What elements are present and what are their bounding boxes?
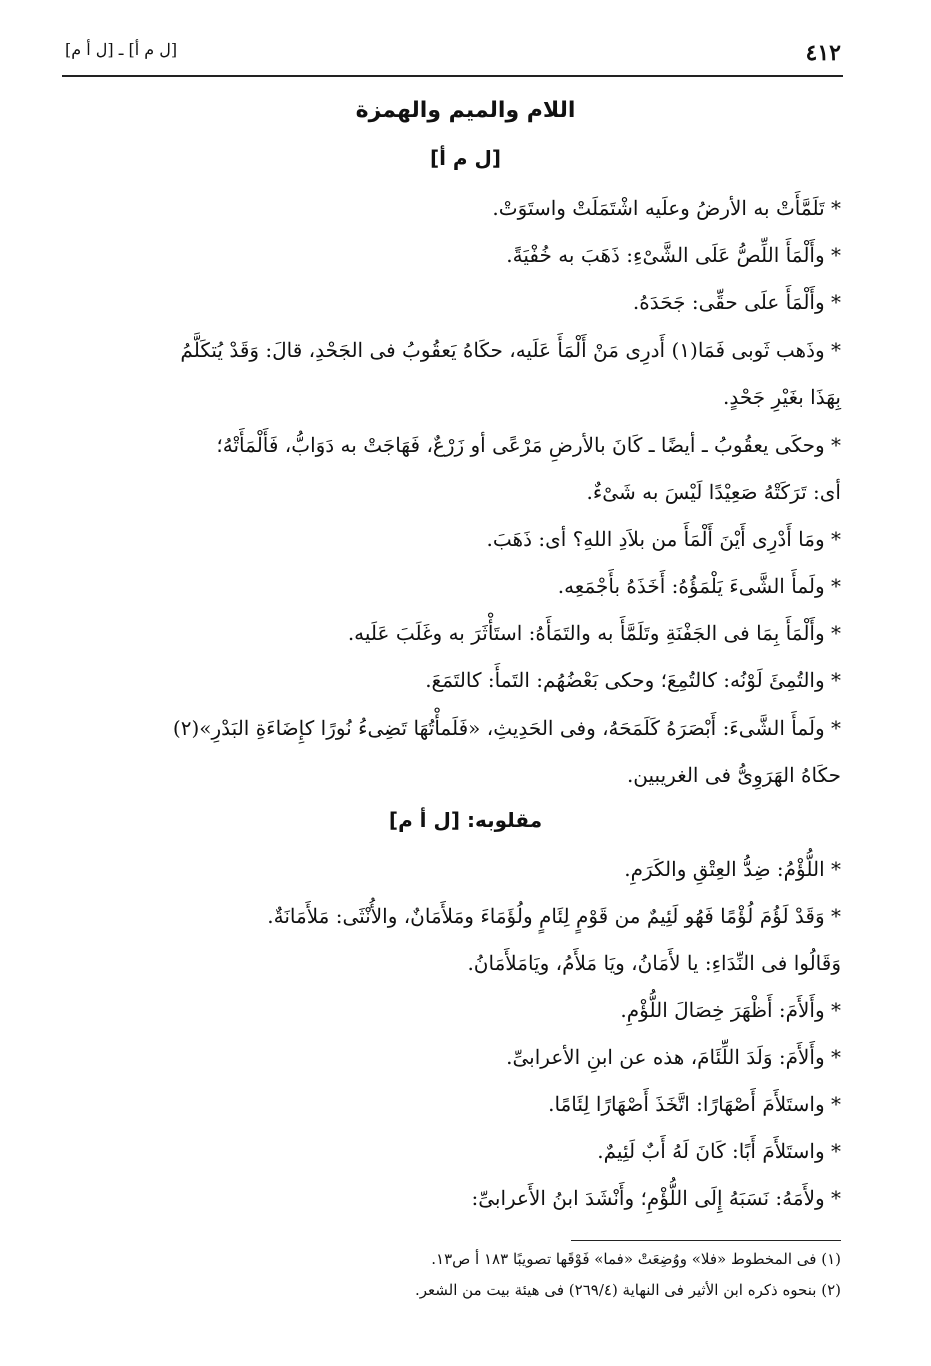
header-rule bbox=[62, 75, 843, 77]
text-line: أى: تَرَكَتْهُ صَعِيْدًا لَيْسَ به شَىْءٌ. bbox=[586, 480, 841, 504]
text-line: * واستَلأَمَ أَصْهَارًا: اتَّخَذَ أَصْهَارًا لِئَامًا. bbox=[548, 1092, 841, 1116]
text-line: * واستَلأَمَ أَبًا: كَانَ لَهُ أَبٌ لَئِيمٌ. bbox=[597, 1139, 841, 1163]
running-header: [ل م أ] ـ [ل أ م] bbox=[65, 40, 178, 59]
text-line: * وأَلأَمَ: أَظْهَرَ خِصَالَ اللُّؤْمِ. bbox=[620, 998, 841, 1022]
text-line: * وذَهب ثَوبى فَمَا(١) أَدرِى مَنْ أَلْمَأَ عَلَيه، حكَاهُ يَعقُوبُ فى الجَحْدِ، قالَ: وَقَدْ يُتكَلَّمُ bbox=[180, 338, 841, 362]
text-line: بِهَذَا بغَيْرِ جَحْدٍ. bbox=[723, 385, 841, 409]
root-heading-2: مقلوبه: [ل أ م] bbox=[388, 808, 543, 832]
text-line: وَقَالُوا فى النِّدَاءِ: يا لأَمَانُ، ويَا مَلأَمُ، ويَامَلأَمَانُ. bbox=[467, 951, 841, 975]
text-line: * ومَا أَدْرِى أَيْنَ أَلْمَأَ من بلاَدِ اللهِ؟ أى: ذَهَبَ. bbox=[486, 527, 841, 551]
text-line: * تَلَمَّأَتْ به الأرضُ وعلَيه اشْتَمَلَتْ واستَوَتْ. bbox=[492, 196, 841, 220]
text-line: حكَاهُ الهَرَوِىُّ فى الغريبين. bbox=[626, 763, 841, 787]
text-line: * وأَلْمَأَ بِمَا فى الجَفْنَةِ وتَلَمَّأَ به والتَمَأَهُ: استَأْثَرَ به وغَلَبَ عَلَيه. bbox=[347, 621, 841, 645]
text-line: * وأَلْمَأَ اللِّصُّ عَلَى الشَّىْءِ: ذَهَبَ به خُفْيَةً. bbox=[506, 243, 841, 267]
text-line: * وَقَدْ لَؤُمَ لُؤْمًا فَهُو لَئِيمٌ من قَوْمٍ لِئَامٍ ولُؤَمَاءَ ومَلأَمَانٌ، والأُنْثَى: مَلأَمَانَةٌ. bbox=[267, 904, 841, 928]
page-number: ٤١٢ bbox=[805, 40, 841, 66]
text-line: * ولَمأَ الشَّىءَ يَلْمَؤُهُ: أَخَذَهُ بأَجْمَعِه. bbox=[557, 574, 841, 598]
footnote: (٢) بنحوه ذكره ابن الأثير فى النهاية (٢٦٩/٤) فى هيئة بيت من الشعر. bbox=[415, 1281, 841, 1299]
text-line: * والتُمِئَ لَوْنُه: كالتُمِعَ؛ وحكى بَعْضُهُم: التَمأَ: كالتَمَعَ. bbox=[425, 668, 841, 692]
text-line: * ولأَمَهُ: نَسَبَهُ إِلَى اللُّؤْمِ؛ وأَنْشَدَ ابنُ الأَعرابىِّ: bbox=[471, 1186, 841, 1210]
footnote-rule bbox=[571, 1240, 841, 1241]
footnote: (١) فى المخطوط «فلا» ووُضِعَتْ «فما» فَوْقَها تصويبًا ١٨٣ أ ص١٣. bbox=[431, 1250, 841, 1268]
text-line: * وحكَى يعقُوبُ ـ أيضًا ـ كَانَ بالأرضِ مَرْعًى أو زَرْعٌ، فَهَاجَتْ به دَوَابُّ، فَأَلْمَأَتْهُ؛ bbox=[216, 433, 841, 457]
text-line: * وأَلأَمَ: وَلَدَ اللِّئَامَ، هذه عن ابنِ الأعرابىِّ. bbox=[506, 1045, 841, 1069]
root-heading-1: [ل م أ] bbox=[429, 146, 502, 170]
text-line: * اللُّؤْمُ: ضِدُّ العِتْقِ والكَرَمِ. bbox=[624, 857, 841, 881]
text-line: * ولَمأَ الشَّىءَ: أَبْصَرَهُ كَلَمَحَهُ، وفى الحَدِيثِ، «فَلَمأْتُهَا تَضِىءُ نُورًا كإِضَاءَةِ البَدْرِ»(٢) bbox=[172, 716, 841, 740]
text-line: * وأَلْمَأَ علَى حقِّى: جَحَدَهُ. bbox=[632, 290, 841, 314]
chapter-heading: اللام والميم والهمزة bbox=[355, 98, 576, 123]
